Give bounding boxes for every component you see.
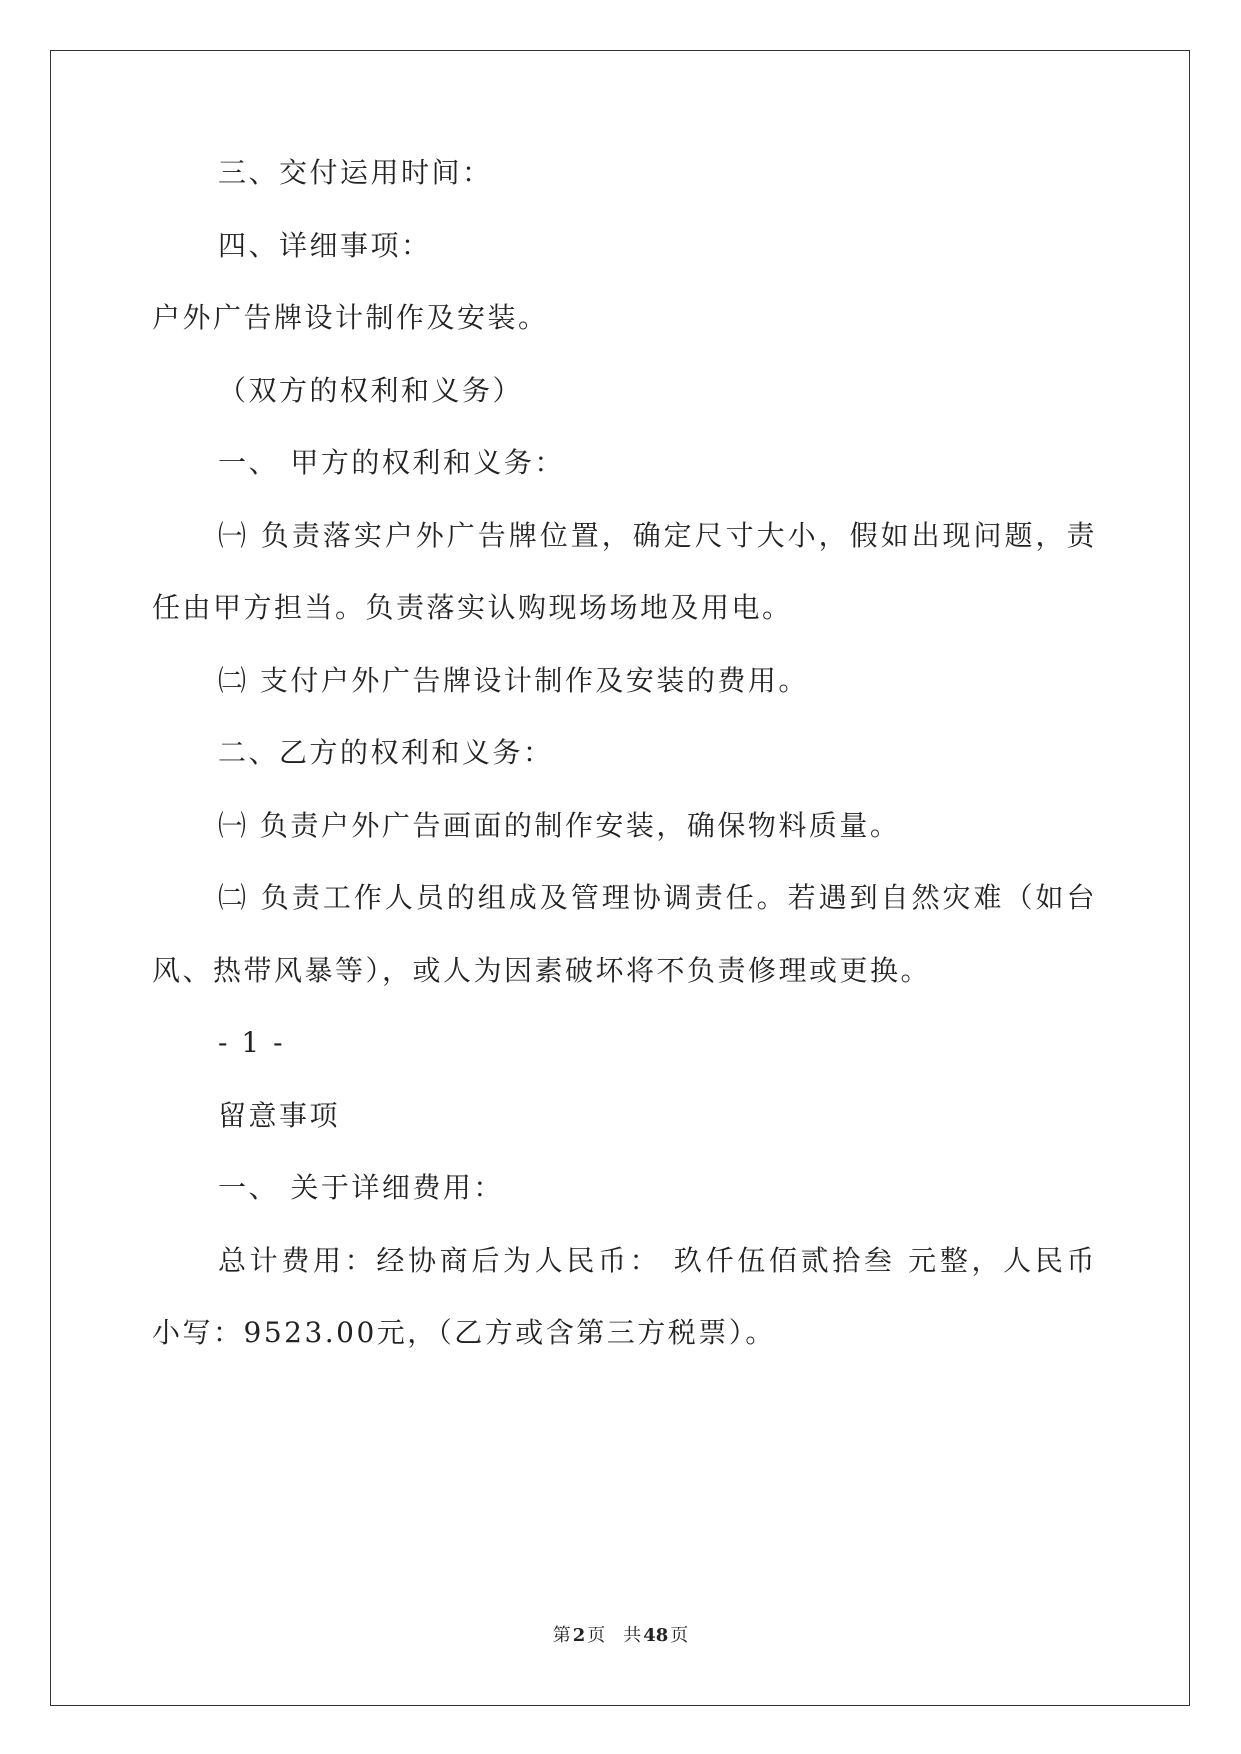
paragraph-line: 风、热带风暴等），或人为因素破坏将不负责修理或更换。 [152,953,932,987]
paragraph-line: 留意事项 [218,1098,341,1132]
paragraph-line: 一、 关于详细费用： [218,1171,504,1204]
footer-page-prefix: 第 [552,1625,571,1646]
paragraph-project-description [152,282,1097,355]
section-heading-rights [152,355,1097,428]
paragraph-line: 四、详细事项： [218,228,432,262]
paragraph-line: ㈠ 负责落实户外广告牌位置，确定尺寸大小，假如出现问题，责 [218,518,1097,552]
paragraph-line: 小写：9523.00元，（乙方或含第三方税票）。 [152,1316,776,1349]
page-footer [0,1622,1241,1650]
party-b-item-2 [152,862,1097,1007]
party-b-item-1 [152,790,1097,863]
paragraph-line: 户外广告牌设计制作及安装。 [152,301,549,334]
document-body [152,137,1097,1370]
paragraph-line: 三、交付运用时间： [218,156,493,189]
footer-total-suffix: 页 [670,1625,689,1646]
party-a-heading [152,427,1097,500]
footer-total-pages: 48 [643,1625,669,1646]
inline-page-number [152,1007,1097,1080]
paragraph-delivery-time [152,137,1097,210]
footer-page-number: 2 [572,1625,586,1646]
paragraph-line: 二、乙方的权利和义务： [218,736,554,769]
paragraph-line: ㈡ 支付户外广告牌设计制作及安装的费用。 [218,663,809,697]
paragraph-line: ㈡ 负责工作人员的组成及管理协调责任。若遇到自然灾难（如台 [218,881,1097,914]
fee-heading [152,1152,1097,1225]
paragraph-details-heading [152,210,1097,283]
footer-page-suffix: 页 [587,1625,606,1646]
party-b-heading [152,717,1097,790]
paragraph-line: （双方的权利和义务） [218,373,524,407]
party-a-item-2 [152,645,1097,718]
party-a-item-1 [152,500,1097,645]
footer-total-prefix: 共 [623,1625,642,1646]
paragraph-line: 任由甲方担当。负责落实认购现场场地及用电。 [152,591,793,624]
fee-total [152,1225,1097,1370]
paragraph-line: 一、 甲方的权利和义务： [218,446,565,479]
notes-heading [152,1080,1097,1153]
paragraph-line: - 1 - [218,1026,286,1059]
paragraph-line: ㈠ 负责户外广告画面的制作安装，确保物料质量。 [218,808,901,842]
paragraph-line: 总计费用：经协商后为人民币： 玖仟伍佰贰拾叁 元整，人民币 [218,1243,1097,1277]
